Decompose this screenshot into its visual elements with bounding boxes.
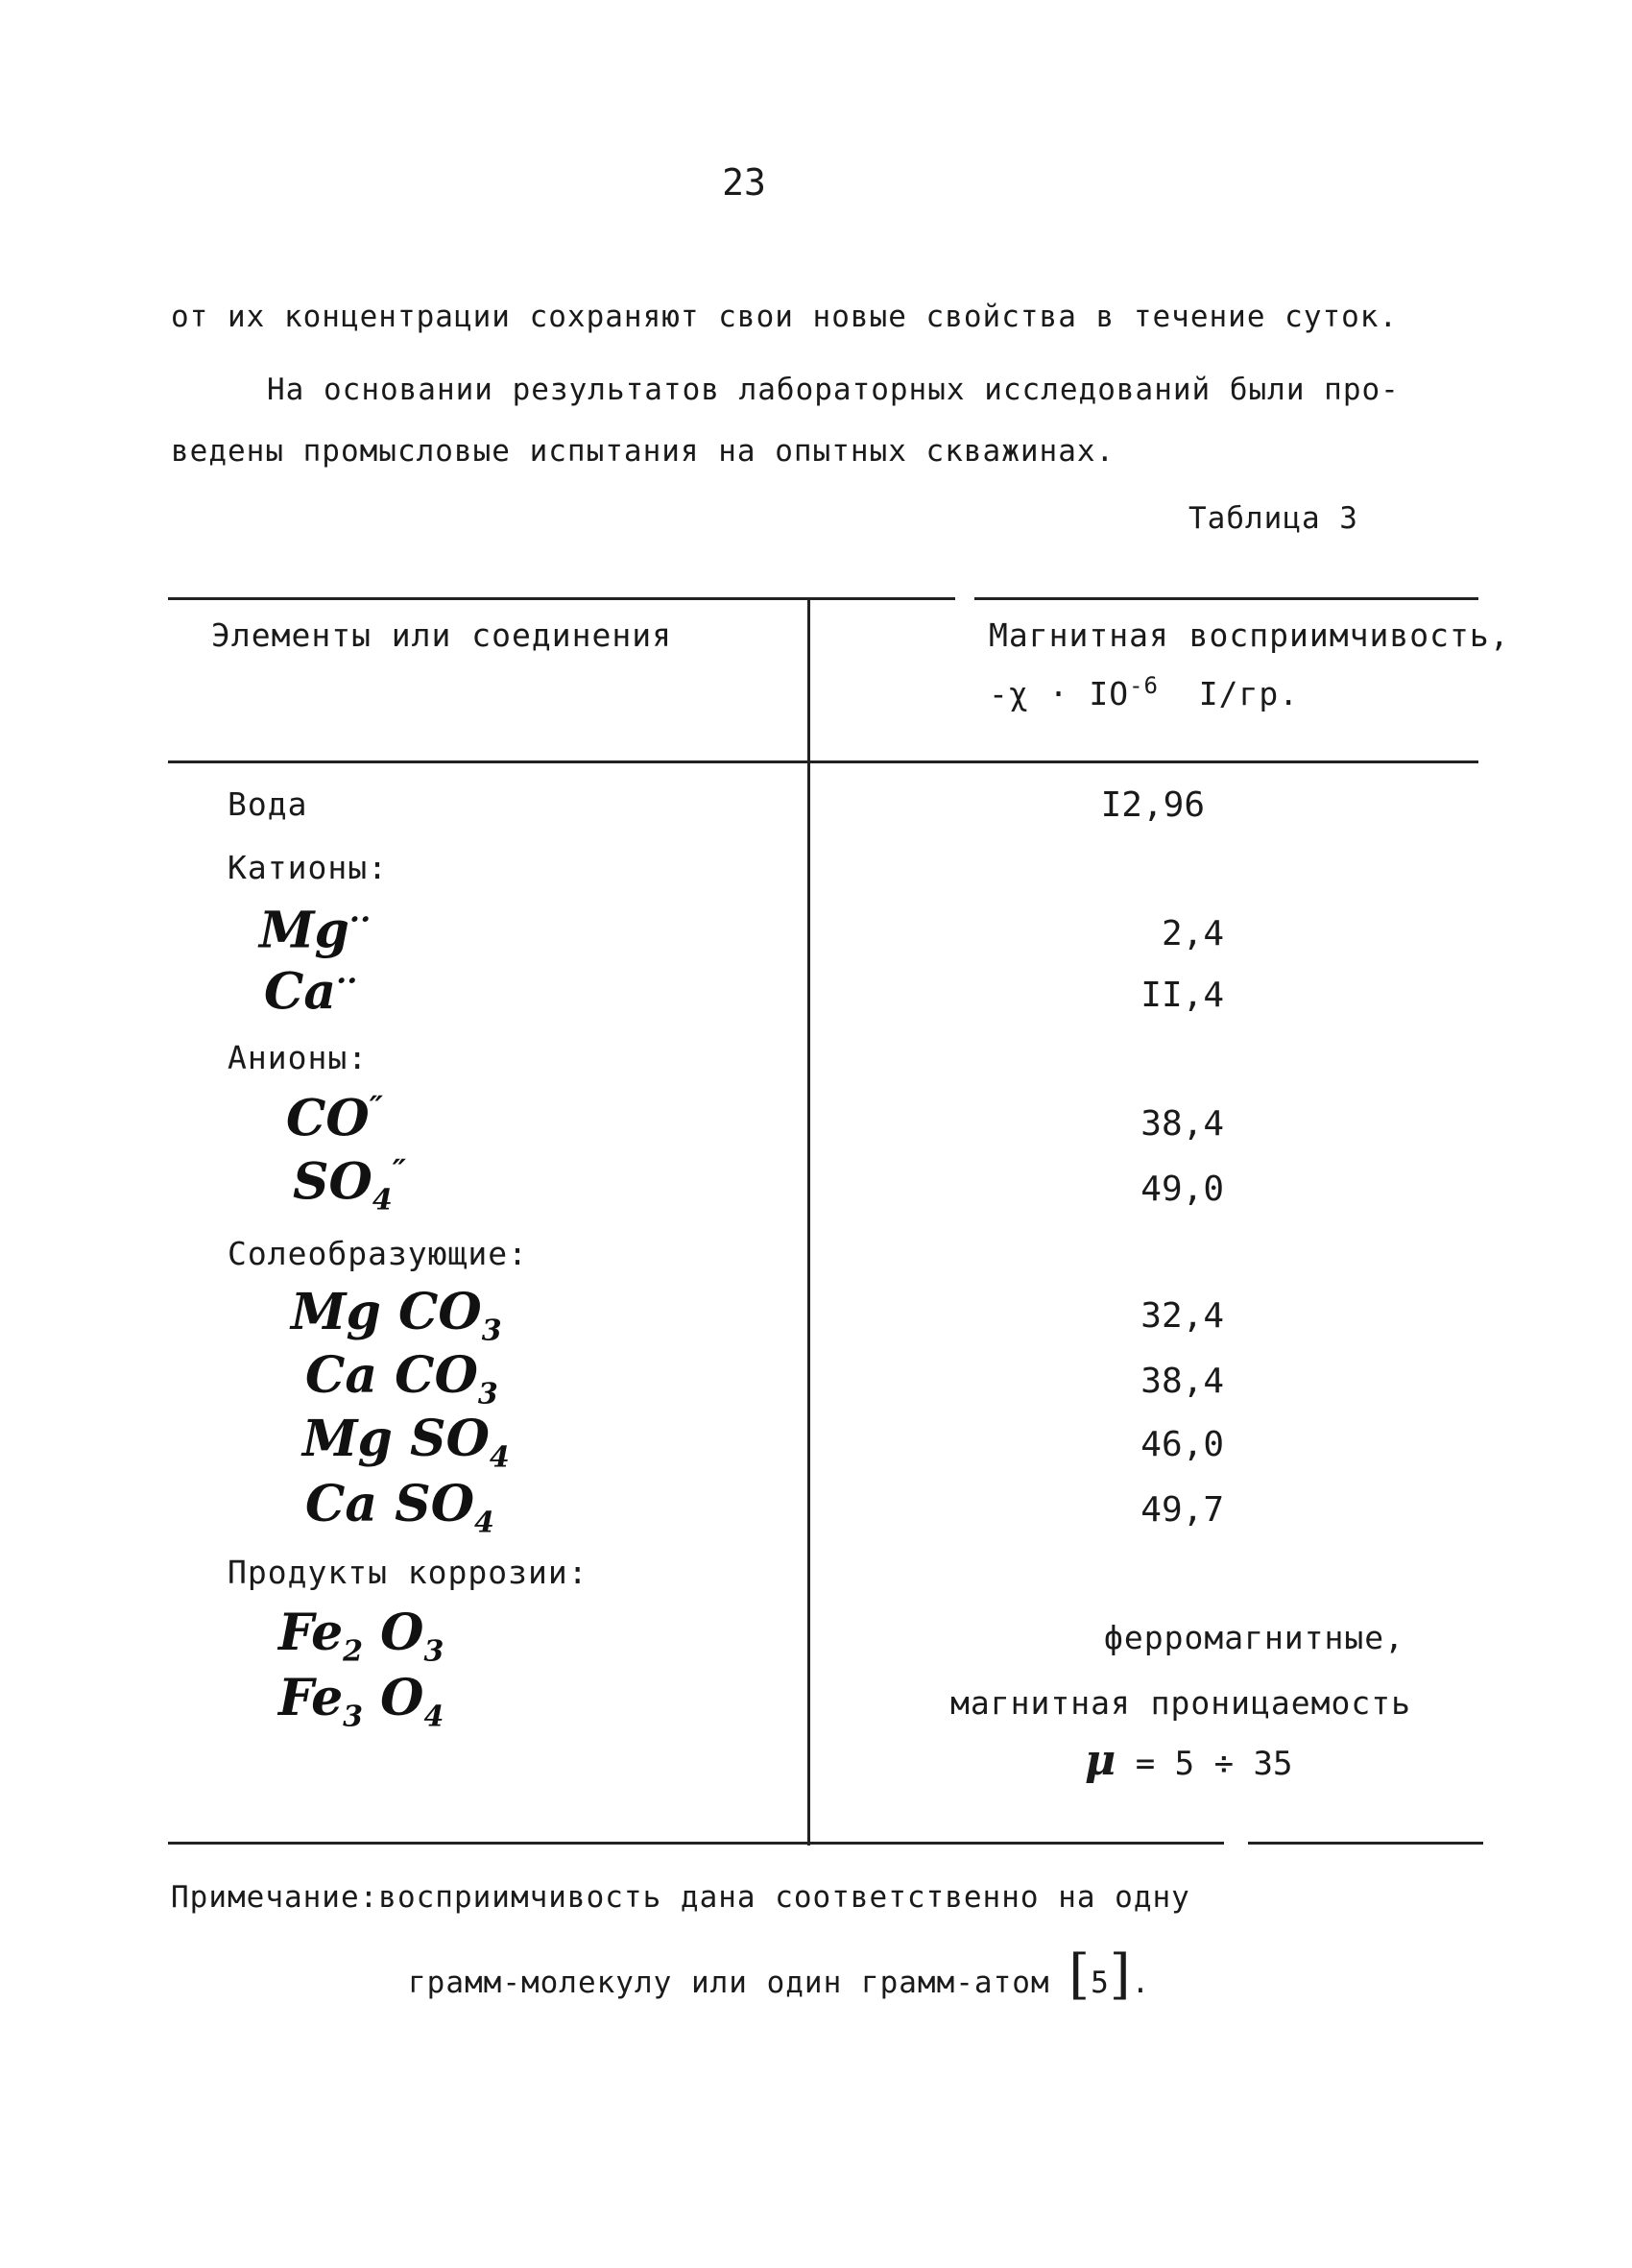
row-value-ferromagnetic: ферромагнитные,: [1104, 1619, 1405, 1656]
mu-symbol: μ: [1085, 1736, 1116, 1785]
formula-mgso4: Mg $SO_4$: [302, 1410, 510, 1475]
reference-number: 5: [1091, 1966, 1110, 2000]
paragraph-line-2: На основании результатов лабораторных исследований были про-: [267, 373, 1400, 407]
formula-mg: Mg··: [259, 901, 372, 960]
section-anions: Анионы:: [228, 1039, 369, 1076]
formula-caso4: Ca $SO_4$: [305, 1475, 494, 1540]
row-value-mgso4: 46,0: [1140, 1425, 1224, 1464]
formula-ca: Ca··: [264, 962, 358, 1022]
table-bottom-rule-left: [168, 1842, 1224, 1845]
table-caption: Таблица 3: [1188, 501, 1358, 536]
row-value-caso4: 49,7: [1140, 1490, 1224, 1530]
paragraph-line-1: от их концентрации сохраняют свои новые свойства в течение суток.: [171, 300, 1399, 334]
table-header-rule: [168, 760, 1478, 763]
header-units: [989, 672, 1299, 712]
row-value-water: I2,96: [1100, 785, 1205, 825]
table-top-rule-right: [974, 597, 1478, 600]
section-corrosion: Продукты коррозии:: [228, 1554, 588, 1591]
header-susceptibility: Магнитная восприимчивость,: [989, 616, 1510, 654]
reference-open-bracket: [: [1068, 1943, 1092, 2006]
row-value-permeability: [1085, 1736, 1292, 1785]
page-number: 23: [722, 161, 766, 204]
table-top-rule-left: [168, 597, 955, 600]
formula-mgco3: Mg $CO_3$: [291, 1283, 502, 1348]
row-value-so4: 49,0: [1140, 1170, 1224, 1209]
row-value-permeability-label: магнитная проницаемость: [950, 1684, 1411, 1722]
table-bottom-rule-right: [1248, 1842, 1483, 1845]
row-value-co: 38,4: [1140, 1104, 1224, 1144]
chi-symbol: -χ · IO: [989, 675, 1130, 712]
note-line-1: Примечание:восприимчивость дана соответственно на одну: [171, 1880, 1190, 1915]
formula-fe2o3: $Fe_2$ $O_3$: [278, 1604, 444, 1669]
unit: I/гр.: [1198, 675, 1300, 712]
header-elements: Элементы или соединения: [211, 616, 672, 654]
formula-co: CO″: [286, 1089, 383, 1148]
paragraph-line-3: ведены промысловые испытания на опытных скважинах.: [171, 434, 1116, 469]
section-salts: Солеобразующие:: [228, 1235, 529, 1272]
formula-caco3: Ca $CO_3$: [305, 1346, 498, 1411]
row-value-caco3: 38,4: [1140, 1362, 1224, 1401]
row-label-water: Вода: [228, 785, 308, 823]
row-value-mg: 2,4: [1161, 914, 1224, 953]
mu-range: = 5 ÷ 35: [1135, 1745, 1293, 1783]
reference-dot: .: [1131, 1966, 1151, 2000]
table-column-divider: [807, 597, 810, 1846]
formula-so4: $SO_4''$: [293, 1152, 407, 1218]
reference-close-bracket: ]: [1109, 1943, 1132, 2006]
exponent: -6: [1129, 672, 1159, 699]
section-cations: Катионы:: [228, 849, 388, 886]
row-value-ca: II,4: [1140, 976, 1224, 1015]
row-value-mgco3: 32,4: [1140, 1296, 1224, 1336]
formula-fe3o4: $Fe_3$ $O_4$: [278, 1669, 444, 1734]
note-line-2: грамм-молекулу или один грамм-атом [5].: [408, 1943, 1151, 2006]
